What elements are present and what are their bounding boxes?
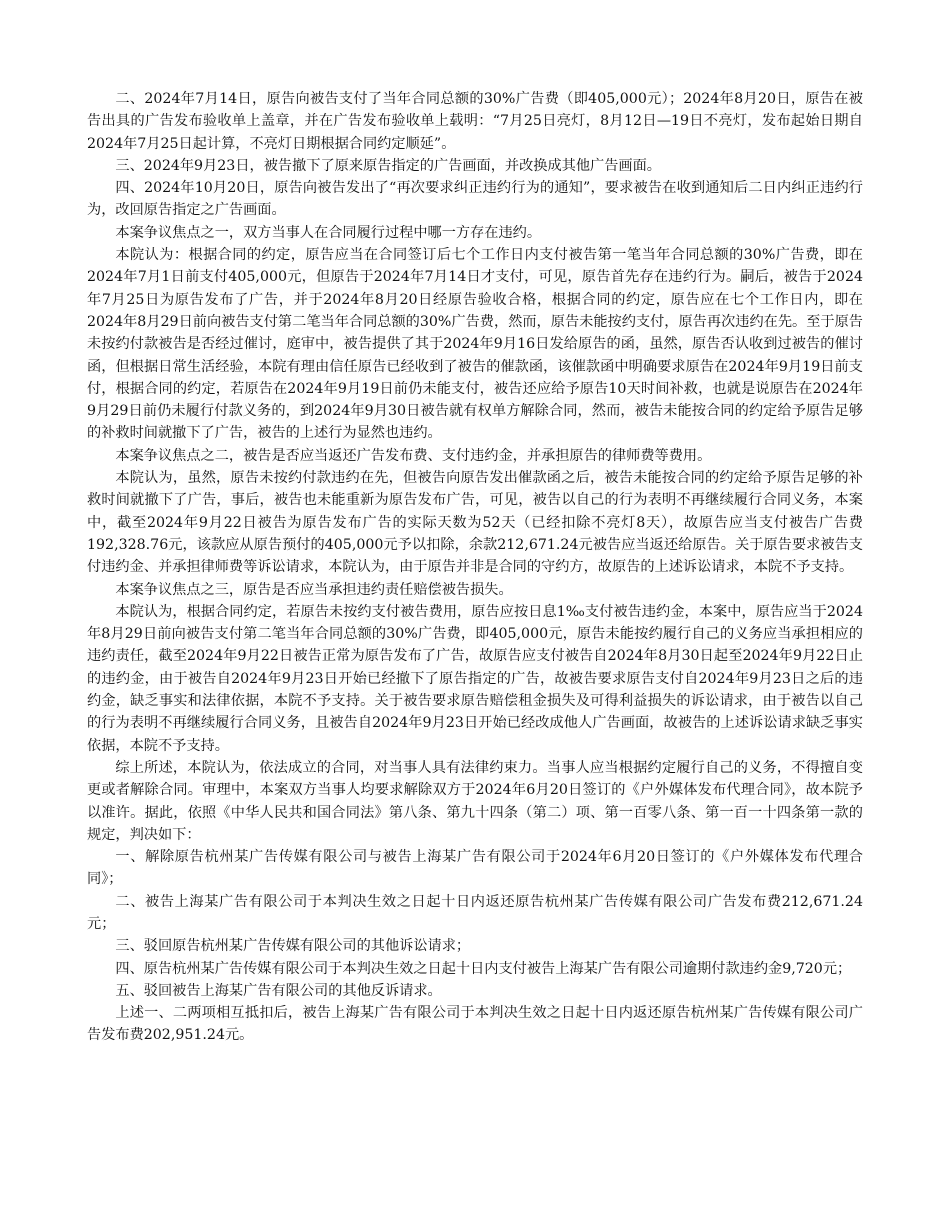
paragraph-dispute-two: 本案争议焦点之二，被告是否应当返还广告发布费、支付违约金，并承担原告的律师费等费用。 bbox=[115, 447, 712, 464]
paragraph-ruling-one: 一、解除原告杭州某广告传媒有限公司与被告上海某广告有限公司于2024年6月20日签订的《户外媒体发布代理合同》； bbox=[87, 849, 863, 888]
paragraph-dispute-three: 本案争议焦点之三，原告是否应当承担违约责任赔偿被告损失。 bbox=[115, 581, 513, 598]
paragraph-ruling-two: 二、被告上海某广告有限公司于本判决生效之日起十日内返还原告杭州某广告传媒有限公司广告发布费212,671.24元； bbox=[87, 893, 863, 932]
paragraph-dispute-one: 本案争议焦点之一，双方当事人在合同履行过程中哪一方存在违约。 bbox=[115, 224, 542, 241]
paragraph-ruling-four: 四、原告杭州某广告传媒有限公司于本判决生效之日起十日内支付被告上海某广告有限公司逾期付款违约金9,720元； bbox=[115, 960, 852, 977]
paragraph-court-opinion-three: 本院认为，根据合同约定，若原告未按约支付被告费用，原告应按日息1‰支付被告违约金，本案中，原告应当于2024年8月29日前向被告支付第二笔当年合同总额的30%广告费，即405,000元，原告未能按约履行自己的义务应当承担相应的违约责任，截至2024年9月22日被告正常为原告发布了广告，故原告应支付被告自2024年8月30日起至2024年9月22日止的违约金，由于被告自2024年9月23日开始已经撤下了原告指定的广告，故被告要求原告支付自2024年9月23日之后的违约金，缺乏事实和法律依据，本院不予支持。关于被告要求原告赔偿租金损失及可得利益损失的诉讼请求，由于被告以自己的行为表明不再继续履行合同义务，且被告自2024年9月23日开始已经改成他人广告画面，故被告的上述诉讼请求缺乏事实依据，本院不予支持。 bbox=[87, 603, 863, 754]
paragraph-summary: 综上所述，本院认为，依法成立的合同，对当事人具有法律约束力。当事人应当根据约定履行自己的义务，不得擅自变更或者解除合同。审理中，本案双方当事人均要求解除双方于2024年6月20日签订的《户外媒体发布代理合同》，故本院予以准许。据此，依照《中华人民共和国合同法》第八条、第九十四条（第二）项、第一百零八条、第一百一十四条第一款的规定，判决如下： bbox=[87, 759, 863, 843]
paragraph-court-opinion-two: 本院认为，虽然，原告未按约付款违约在先，但被告向原告发出催款函之后，被告未能按合同的约定给予原告足够的补救时间就撤下了广告，事后，被告也未能重新为原告发布广告，可见，被告以自己的行为表明不再继续履行合同义务，本案中，截至2024年9月22日被告为原告发布广告的实际天数为52天（已经扣除不亮灯8天），故原告应当支付被告广告费192,328.76元，该款应从原告预付的405,000元予以扣除，余款212,671.24元被告应当返还给原告。关于原告要求被告支付违约金、并承担律师费等诉讼请求，本院认为，由于原告并非是合同的守约方，故原告的上述诉讼请求，本院不予支持。 bbox=[87, 470, 863, 576]
paragraph-ruling-five: 五、驳回被告上海某广告有限公司的其他反诉请求。 bbox=[115, 982, 442, 999]
paragraph-court-opinion-one: 本院认为：根据合同的约定，原告应当在合同签订后七个工作日内支付被告第一笔当年合同总额的30%广告费，即在2024年7月1日前支付405,000元，但原告于2024年7月14日才支付，可见，原告首先存在违约行为。嗣后，被告于2024年7月25日为原告发布了广告，并于2024年8月20日经原告验收合格，根据合同的约定，原告应在七个工作日内，即在2024年8月29日前向被告支付第二笔当年合同总额的30%广告费，然而，原告未能按约支付，原告再次违约在先。至于原告未按约付款被告是否经过催讨，庭审中，被告提供了其于2024年9月16日发给原告的函，虽然，原告否认收到过被告的催讨函，但根据日常生活经验，本院有理由信任原告已经收到了被告的催款函，该催款函中明确要求原告在2024年9月19日前支付，根据合同的约定，若原告在2024年9月19日前仍未能支付，被告还应给予原告10天时间补救，也就是说原告在2024年9月29日前仍未履行付款义务的，到2024年9月30日被告就有权单方解除合同，然而，被告未能按合同的约定给予原告足够的补救时间就撤下了广告，被告的上述行为显然也违约。 bbox=[87, 247, 863, 442]
paragraph-fact-four: 四、2024年10月20日，原告向被告发出了“再次要求纠正违约行为的通知”，要求被告在收到通知后二日内纠正违约行为，改回原告指定之广告画面。 bbox=[87, 180, 863, 219]
judgment-document-body bbox=[87, 88, 863, 1047]
paragraph-fact-three: 三、2024年9月23日，被告撤下了原来原告指定的广告画面，并改换成其他广告画面。 bbox=[115, 157, 661, 174]
paragraph-fact-two: 二、2024年7月14日，原告向被告支付了当年合同总额的30%广告费（即405,000元）；2024年8月20日，原告在被告出具的广告发布验收单上盖章，并在广告发布验收单上载明：“7月25日亮灯，8月12日—19日不亮灯，发布起始日期自2024年7月25日起计算，不亮灯日期根据合同约定顺延”。 bbox=[87, 91, 863, 152]
paragraph-ruling-three: 三、驳回原告杭州某广告传媒有限公司的其他诉讼请求； bbox=[115, 938, 471, 955]
paragraph-offset-conclusion: 上述一、二两项相互抵扣后，被告上海某广告有限公司于本判决生效之日起十日内返还原告杭州某广告传媒有限公司广告发布费202,951.24元。 bbox=[87, 1005, 863, 1044]
